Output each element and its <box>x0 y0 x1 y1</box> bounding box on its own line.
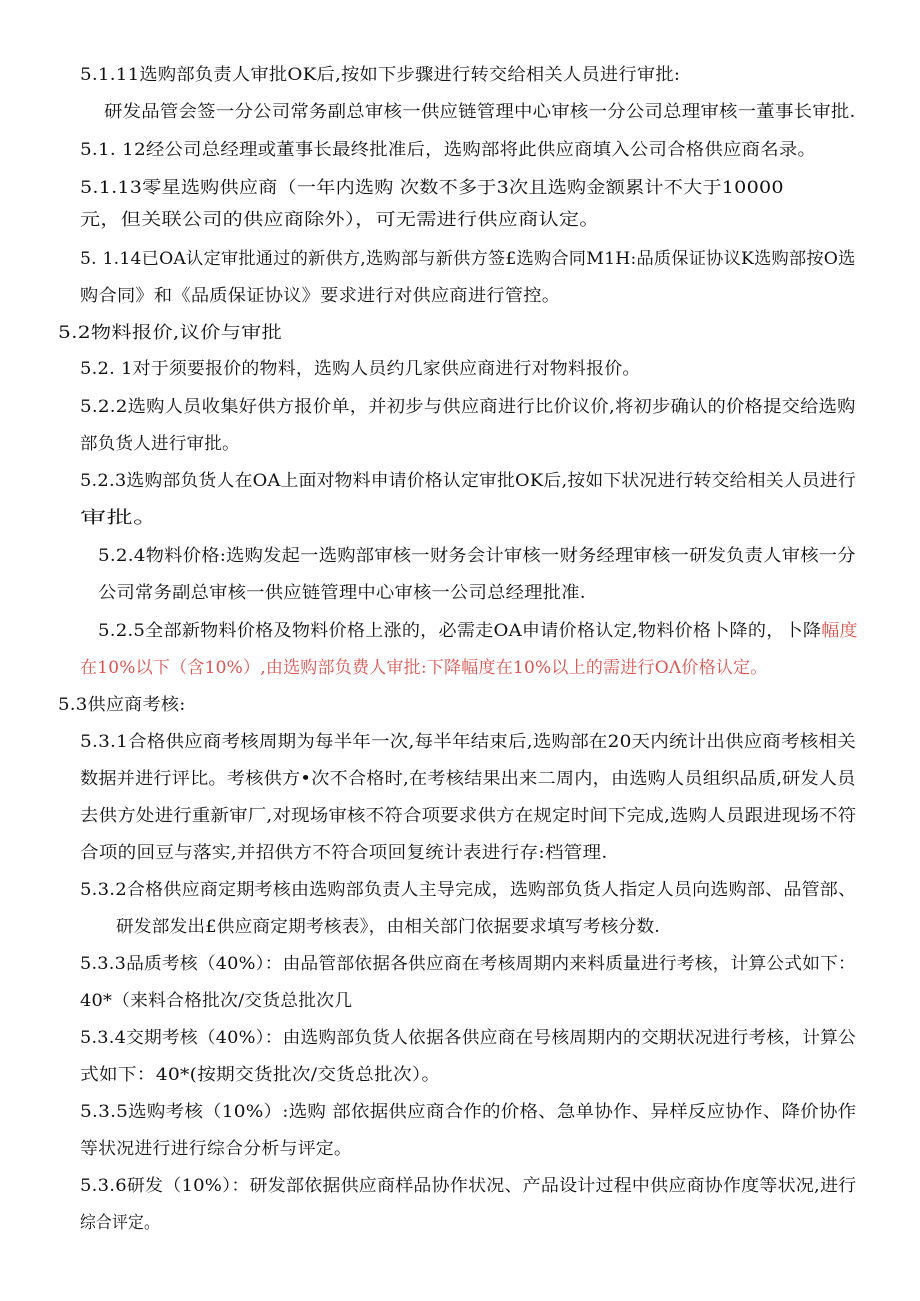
clause-5-3-3-formula: 40*（来料合格批次/交货总批次几 <box>80 991 353 1011</box>
clause-5-3-3: 5.3.3品质考核（40%）：由品管部依据各供应商在考核周期内来料质量进行考核，计算公式如下： <box>80 954 856 974</box>
clause-5-2-1: 5.2. 1对于须要报价的物料，选购人员约几家供应商进行对物料报价。 <box>80 359 641 379</box>
clause-5-2-3-cont: 审批。 <box>80 508 160 528</box>
clause-5-2-5-highlight-cont: 在10%以下（含10%）,由选购部负费人审批:下降幅度在10%以上的需进行OΛ价格认定。 <box>80 658 768 678</box>
approval-chain-5-1-11: 研发品管会签一分公司常务副总审核一供应链管理中心审核一分公司总理审核一董事长审批. <box>104 102 856 122</box>
clause-5-3-1-cont-3: 合项的回豆与落实,并招供方不符合项回复统计表进行存:档管理. <box>80 843 608 863</box>
clause-5-3-6-cont: 综合评定。 <box>80 1213 160 1233</box>
clause-5-2-2: 5.2.2选购人员收集好供方报价单，并初步与供应商进行比价议价,将初步确认的价格提交给选购 <box>80 397 856 417</box>
clause-5-1-13: 5.1.13零星选购供应商（一年内选购 次数不多于3次且选购金额累计不大于10000 <box>80 178 784 198</box>
clause-5-1-12: 5.1. 12经公司总经理或董事长最终批准后，选购部将此供应商填入公司合格供应商名录。 <box>80 140 817 160</box>
clause-5-3-4: 5.3.4交期考核（40%）：由选购部负货人依据各供应商在号核周期内的交期状况进行考核，计算公 <box>80 1028 856 1048</box>
highlight-text: 幅度 <box>821 621 858 641</box>
clause-5-2-2-cont: 部负货人进行审批。 <box>80 434 240 454</box>
clause-5-3-1: 5.3.1合格供应商考核周期为每半年一次,每半年结束后,选购部在20天内统计出供应商考核相关 <box>80 732 856 752</box>
clause-5-1-14-cont: 购合同》和《品质保证协议》要求进行对供应商进行管控。 <box>80 286 561 306</box>
clause-5-2-3: 5.2.3选购部负货人在OA上面对物料申请价格认定审批OK后,按如下状况进行转交给相关人员进行 <box>80 471 856 491</box>
clause-5-2-5 <box>98 620 858 642</box>
clause-5-3-1-cont-1: 数据并进行评比。考核供方•次不合格时,在考核结果出来二周内，由选购人员组织品质,研发人员 <box>80 769 856 789</box>
clause-5-2-5-text: 5.2.5全部新物料价格及物料价格上涨的，必需走OA申请价格认定,物料价格卜降的，卜降 <box>98 621 822 641</box>
clause-5-1-11: 5.1.11选购部负责人审批OK后,按如下步骤进行转交给相关人员进行审批: <box>80 65 681 85</box>
clause-5-3-6: 5.3.6研发（10%）：研发部依据供应商样品协作状况、产品设计过程中供应商协作度等状况,进行 <box>80 1176 857 1196</box>
clause-5-3-2: 5.3.2合格供应商定期考核由选购部负责人主导完成，选购部负货人指定人员向选购部、品管部、 <box>80 880 857 900</box>
clause-5-1-14: 5. 1.14已OA认定审批通过的新供方,选购部与新供方签£选购合同M1H:品质保证协议K选购部按O选 <box>80 249 856 269</box>
clause-5-3-1-cont-2: 去供方处进行重新审厂,对现场审核不符合项要求供方在规定时间下完成,选购人员跟进现场不符 <box>80 806 857 826</box>
section-5-3-heading: 5.3供应商考核: <box>58 695 186 715</box>
clause-5-3-5: 5.3.5选购考核（10%）:选购 部依据供应商合作的价格、急单协作、异样反应协作、降价协作 <box>80 1102 857 1122</box>
section-5-2-heading: 5.2物料报价,议价与审批 <box>58 323 283 343</box>
clause-5-2-4: 5.2.4物料价格:选购发起一选购部审核一财务会计审核一财务经理审核一研发负责人审核一分 <box>98 546 856 566</box>
clause-5-3-2-cont: 研发部发出£供应商定期考核表》，由相关部门依据要求填写考核分数. <box>116 917 661 937</box>
clause-5-3-5-cont: 等状况进行进行综合分析与评定。 <box>80 1139 352 1159</box>
clause-5-1-13-cont: 元，但关联公司的供应商除外），可无需进行供应商认定。 <box>80 210 600 230</box>
clause-5-3-4-cont: 式如下：40*(按期交货批次/交货总批次）。 <box>80 1065 441 1085</box>
clause-5-2-4-cont: 公司常务副总审核一供应链管理中心审核一公司总经理批准. <box>98 583 586 603</box>
